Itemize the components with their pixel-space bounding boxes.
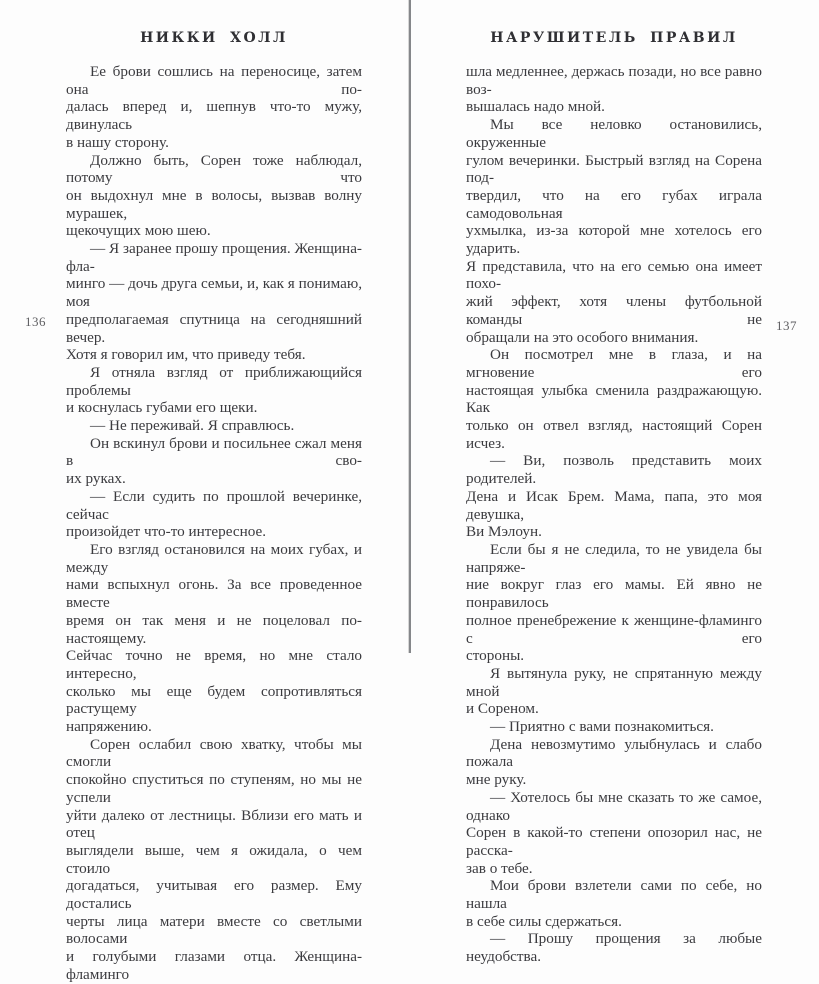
text-line: Он посмотрел мне в глаза, и на мгновение его: [466, 346, 762, 381]
text-line: Он вскинул брови и посильнее сжал меня в сво-: [66, 434, 362, 470]
paragraph: [466, 541, 762, 665]
paragraph: [466, 736, 762, 789]
text-line: ухмылка, из-за которой мне хотелось его ударить.: [466, 222, 762, 258]
text-line: — Не переживай. Я справлюсь.: [90, 417, 295, 435]
text-line: Я вытянула руку, не спрятанную между мной: [466, 664, 762, 700]
paragraph: [66, 488, 362, 541]
paragraph: [466, 877, 762, 930]
text-line: их руках.: [66, 470, 126, 488]
text-line: произойдет что-то интересное.: [66, 523, 267, 541]
paragraph: [66, 63, 362, 152]
paragraph: [466, 930, 762, 965]
right-page-number: 137: [776, 318, 797, 333]
text-line: твердил, что на его губах играла самодовольная: [466, 186, 762, 222]
left-page-text-block: [66, 30, 362, 984]
text-line: — Ви, позволь представить моих родителей.: [466, 452, 762, 488]
paragraph: [466, 63, 762, 116]
text-line: обращали на это особого внимания.: [466, 328, 699, 346]
left-page-body-text: [66, 63, 362, 984]
text-line: вышалась надо мной.: [466, 98, 605, 116]
paragraph: [66, 435, 362, 488]
text-line: и коснулась губами его щеки.: [66, 399, 258, 417]
text-line: стороны.: [466, 647, 525, 665]
left-page: [0, 0, 409, 983]
text-line: настоящая улыбка сменила раздражающую. Как: [466, 381, 762, 417]
text-line: в нашу сторону.: [66, 133, 169, 151]
paragraph: [66, 364, 362, 417]
paragraph: [66, 152, 362, 241]
text-line: — Приятно с вами познакомиться.: [490, 718, 714, 736]
text-line: зав о тебе.: [466, 859, 533, 877]
text-line: Если бы я не следила, то не увидела бы напряже-: [466, 540, 762, 576]
text-line: время он так меня и не поцеловал по-настоящему.: [66, 611, 362, 647]
text-line: и голубыми глазами отца. Женщина-фламинго: [66, 948, 362, 983]
paragraph: [466, 346, 762, 452]
text-line: ние вокруг глаз его мамы. Ей явно не понравилось: [466, 576, 762, 612]
paragraph: [66, 417, 362, 435]
right-page-text-block: [466, 30, 762, 966]
text-line: щекочущих мою шею.: [66, 222, 211, 240]
text-line: напряжению.: [66, 718, 152, 736]
text-line: уйти далеко от лестницы. Вблизи его мать и отец: [66, 806, 362, 842]
text-line: Сорен в какой-то степени опозорил нас, не расска-: [466, 824, 762, 859]
left-page-number: 136: [25, 314, 46, 329]
text-line: Дена невозмутимо улыбнулась и слабо пожала: [466, 735, 762, 771]
text-line: и Сореном.: [466, 700, 539, 718]
text-line: выглядели выше, чем я ожидала, о чем стоило: [66, 841, 362, 877]
paragraph: [466, 789, 762, 878]
paragraph: [66, 240, 362, 364]
paragraph: [466, 116, 762, 346]
text-line: Мои брови взлетели сами по себе, но нашла: [466, 877, 762, 913]
text-line: Я отняла взгляд от приближающийся проблемы: [66, 363, 362, 399]
text-line: Ее брови сошлись на переносице, затем она по-: [66, 63, 362, 98]
right-page-body-text: [466, 63, 762, 966]
text-line: черты лица матери вместе со светлыми волосами: [66, 912, 362, 948]
text-line: он выдохнул мне в волосы, вызвав волну мурашек,: [66, 186, 362, 222]
text-line: минго — дочь друга семьи, и, как я понимаю, моя: [66, 275, 362, 311]
text-line: — Если судить по прошлой вечеринке, сейчас: [66, 487, 362, 523]
text-line: предполагаемая спутница на сегодняшний вечер.: [66, 310, 362, 346]
left-running-header: НИККИ ХОЛЛ: [140, 30, 288, 46]
text-line: в себе силы сдержаться.: [466, 912, 622, 930]
text-line: Его взгляд остановился на моих губах, и между: [66, 540, 362, 576]
paragraph: [466, 718, 762, 736]
text-line: нами вспыхнул огонь. За все проведенное вместе: [66, 576, 362, 612]
text-line: Должно быть, Сорен тоже наблюдал, потому что: [66, 151, 362, 187]
text-line: — Хотелось бы мне сказать то же самое, однако: [466, 788, 762, 824]
text-line: Мы все неловко остановились, окруженные: [466, 116, 762, 151]
text-line: — Прошу прощения за любые неудобства.: [466, 930, 762, 966]
text-line: спокойно спуститься по ступеням, но мы не успели: [66, 771, 362, 806]
paragraph: [466, 452, 762, 541]
text-line: — Я заранее прошу прощения. Женщина-фла-: [66, 240, 362, 275]
text-line: Ви Мэлоун.: [466, 523, 542, 541]
text-line: догадаться, учитывая его размер. Ему достались: [66, 877, 362, 913]
text-line: сколько мы еще будем сопротивляться растущему: [66, 682, 362, 718]
text-line: Сорен ослабил свою хватку, чтобы мы смогли: [66, 735, 362, 771]
text-line: Хотя я говорил им, что приведу тебя.: [66, 346, 306, 364]
paragraph: [466, 665, 762, 718]
text-line: мне руку.: [466, 771, 527, 789]
paragraph: [66, 541, 362, 736]
text-line: далась вперед и, шепнув что-то мужу, двинулась: [66, 98, 362, 134]
text-line: гулом вечеринки. Быстрый взгляд на Сорена под-: [466, 151, 762, 187]
text-line: жий эффект, хотя члены футбольной команды не: [466, 293, 762, 328]
text-line: только он отвел взгляд, настоящий Сорен исчез.: [466, 417, 762, 452]
paragraph: [66, 736, 362, 984]
right-page: [409, 0, 818, 966]
text-line: Сейчас точно не время, но мне стало интересно,: [66, 647, 362, 682]
page-gutter-divider: [408, 0, 411, 653]
text-line: Дена и Исак Брем. Мама, папа, это моя девушка,: [466, 487, 762, 523]
text-line: Я представила, что на его семью она имеет похо-: [466, 257, 762, 293]
text-line: шла медленнее, держась позади, но все равно воз-: [466, 63, 762, 98]
text-line: полное пренебрежение к женщине-фламинго с его: [466, 611, 762, 647]
right-running-header: НАРУШИТЕЛЬ ПРАВИЛ: [490, 30, 738, 46]
